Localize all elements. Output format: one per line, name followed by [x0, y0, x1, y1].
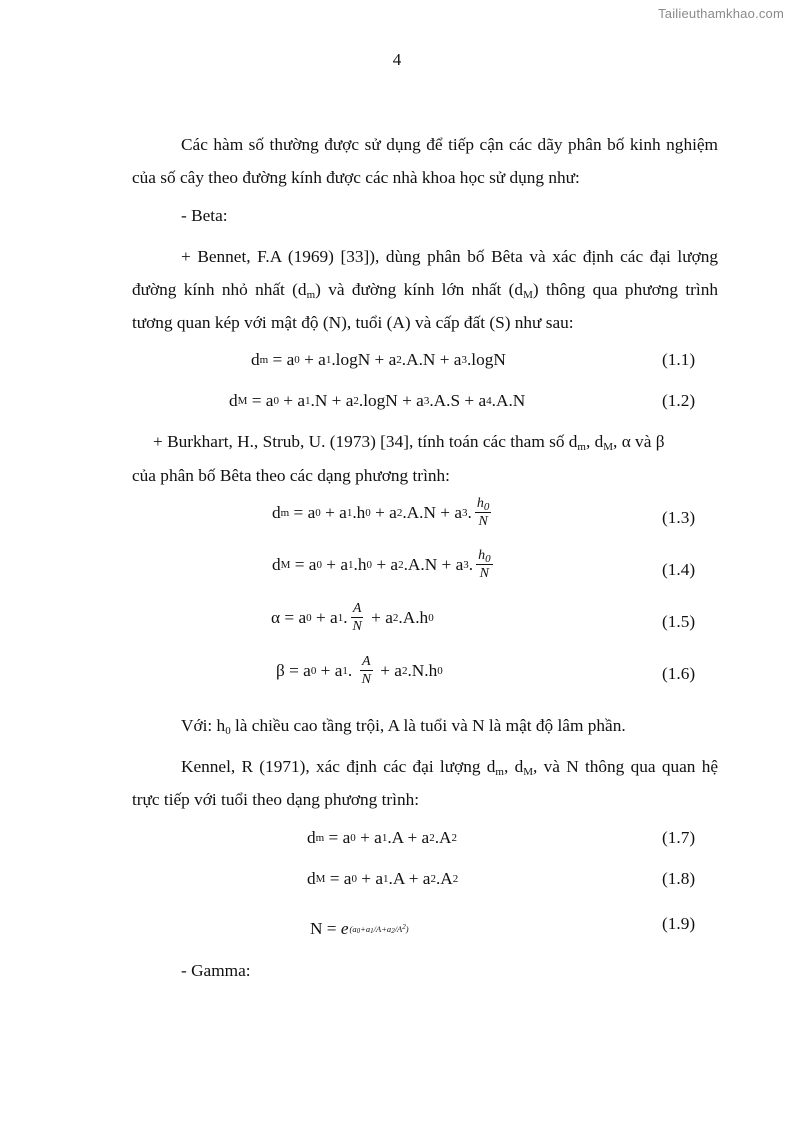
watermark: Tailieuthamkhao.com	[658, 6, 784, 21]
equation-1-9: N = e $(a_0+a_1/A+a_2/A^2)$	[310, 919, 409, 938]
equation-1-5: α = a 0 + a 1 . $\frac{A}{N}$ + a 2 .A.h 0	[271, 601, 434, 634]
equation-number: (1.7)	[662, 828, 696, 847]
fraction: $\frac{h_0}{N}$	[478, 548, 491, 581]
paragraph-with-note: Với: $h_0$ là chiều cao tầng trội, A là tuổi và N là mật độ lâm phần.	[181, 716, 626, 737]
fraction: $\frac{h_0}{N}$	[476, 496, 490, 529]
heading-gamma: - Gamma:	[181, 961, 251, 980]
equation-1-4: d M = a 0 + a 1 .h 0 + a 2 .A.N + a 3 . $\frac{h_0}{N}$	[272, 548, 491, 581]
equation-number: (1.8)	[662, 869, 696, 888]
equation-number: (1.3)	[662, 508, 696, 527]
fraction: $\frac{A}{N}$	[352, 601, 362, 634]
page-number: 4	[392, 50, 402, 69]
equation-1-3: d m = a 0 + a 1 .h 0 + a 2 .A.N + a 3 . $\frac{h_0}{N}$	[272, 496, 490, 529]
fraction: $\frac{A}{N}$	[361, 654, 371, 687]
paragraph-intro: Các hàm số thường được sử dụng để tiếp cận các dãy phân bố kinh nghiệm của số cây theo đường kính được các nhà khoa học sử dụng như:	[132, 135, 718, 187]
paragraph-burkhart-line-2: của phân bố Bêta theo các dạng phương trình:	[132, 466, 450, 485]
equation-1-1: d m = a 0 + a 1 .logN + a 2 .A.N + a 3 .logN	[251, 350, 506, 369]
paragraph-bennet: + Bennet, F.A (1969) [33]), dùng phân bố Bêta và xác định các đại lượng đường kính nhỏ nhất $(d_m)$ và đường kính lớn nhất $(d_M)$ thông qua phương trình tương quan kép với mật độ (N), tuổi (A) và cấp đất (S) như sau:	[132, 247, 718, 332]
equation-number: (1.5)	[662, 612, 696, 631]
equation-number: (1.9)	[662, 914, 696, 933]
equation-1-2: d M = a 0 + a 1 .N + a 2 .logN + a 3 .A.S + a 4 .A.N	[229, 391, 526, 410]
equation-number: (1.1)	[662, 350, 696, 369]
equation-1-6: β = a 0 + a 1 . $\frac{A}{N}$ + a 2 .N.h 0	[276, 654, 443, 687]
heading-beta: - Beta:	[181, 206, 228, 225]
paragraph-kennel: Kennel, R (1971), xác định các đại lượng $d_m$, $d_M$, và N thông qua quan hệ trực tiếp với tuổi theo dạng phương trình:	[132, 757, 719, 809]
paragraph-burkhart-line-1: + Burkhart, H., Strub, U. (1973) [34], tính toán các tham số $d_m$, $d_M$, α và β	[153, 432, 665, 453]
equation-1-7: d m = a 0 + a 1 .A + a 2 .A 2	[307, 828, 458, 847]
equation-number: (1.2)	[662, 391, 696, 410]
equation-number: (1.4)	[662, 560, 696, 579]
equation-1-8: d M = a 0 + a 1 .A + a 2 .A 2	[307, 869, 459, 888]
equation-number: (1.6)	[662, 664, 696, 683]
